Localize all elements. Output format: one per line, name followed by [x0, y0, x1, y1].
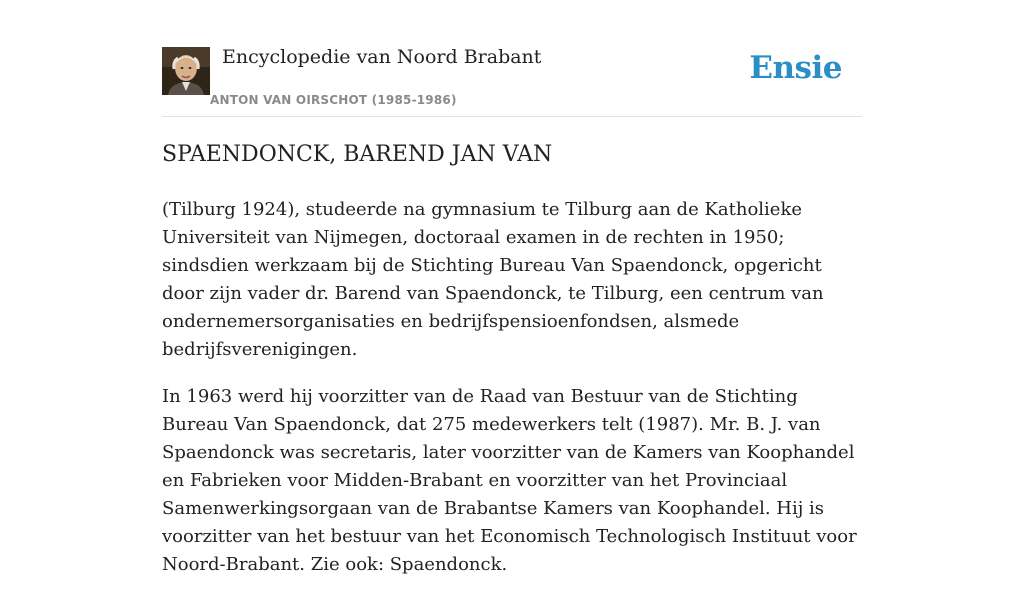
article — [162, 136, 864, 598]
site-title[interactable]: Encyclopedie van Noord Brabant — [222, 46, 542, 68]
site-header — [162, 40, 862, 117]
author-portrait-icon — [162, 47, 210, 95]
article-title: SPAENDONCK, BAREND JAN VAN — [162, 142, 553, 167]
article-paragraph: In 1963 werd hij voorzitter van de Raad van Bestuur van de Stichting Bureau Van Spaendonck, dat 275 medewerkers telt (1987). Mr. B. J. van Spaendonck was secretaris, later voorzitter van de Kamers van Koophandel en Fabrieken voor Midden-Brabant en voorzitter van het Provinciaal Samenwerkingsorgaan van de Brabantse Kamers van Koophandel. Hij is voorzitter van het bestuur van het Economisch Technologisch Instituut voor Noord-Brabant. Zie ook: Spaendonck. — [162, 386, 857, 575]
article-paragraph: (Tilburg 1924), studeerde na gymnasium te Tilburg aan de Katholieke Universiteit van Nijmegen, doctoraal examen in de rechten in 1950; sindsdien werkzaam bij de Stichting Bureau Van Spaendonck, opgericht door zijn vader dr. Barend van Spaendonck, te Tilburg, een centrum van ondernemersorganisaties en bedrijfspensioenfondsen, alsmede bedrijfsverenigingen. — [162, 199, 824, 360]
ensie-logo[interactable]: Ensie — [749, 50, 842, 86]
author-avatar[interactable] — [162, 47, 210, 95]
author-name[interactable]: ANTON VAN OIRSCHOT (1985-1986) — [210, 93, 457, 107]
